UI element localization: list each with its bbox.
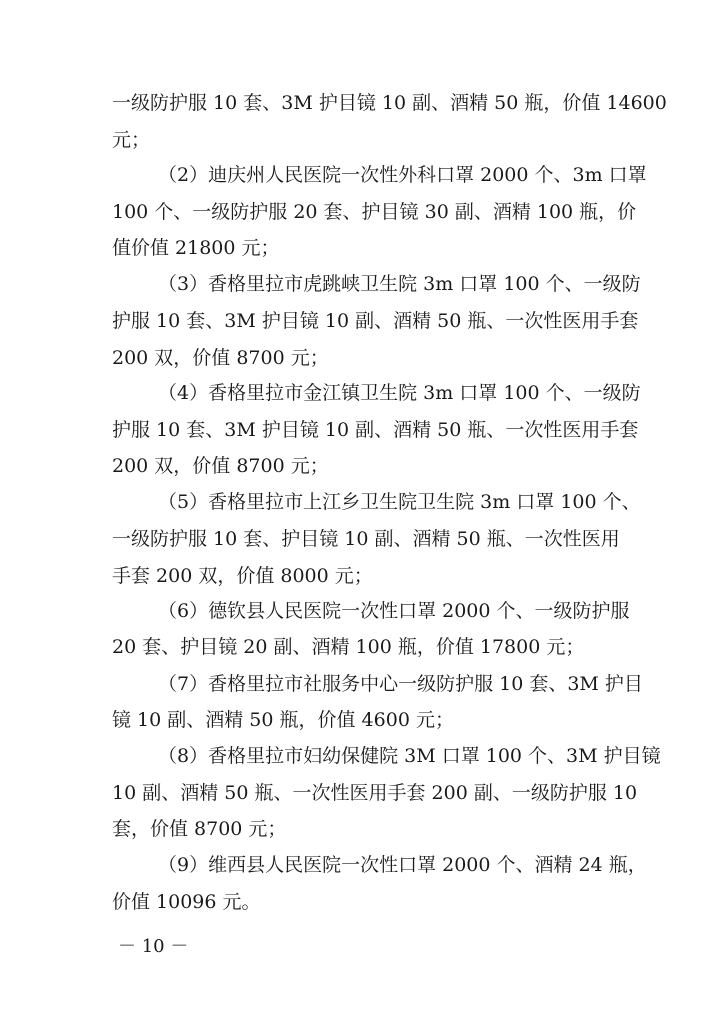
text-line: （2）迪庆州人民医院一次性外科口罩 2000 个、3m 口罩: [158, 164, 647, 186]
text-line: （3）香格里拉市虎跳峡卫生院 3m 口罩 100 个、一级防: [158, 273, 641, 295]
text-line: （8）香格里拉市妇幼保健院 3M 口罩 100 个、3M 护目镜: [158, 745, 661, 767]
text-line: 一级防护服 10 套、护目镜 10 副、酒精 50 瓶、一次性医用: [112, 528, 620, 550]
text-line: 套，价值 8700 元；: [112, 818, 287, 840]
text-line: 20 套、护目镜 20 副、酒精 100 瓶，价值 17800 元；: [112, 636, 585, 658]
text-line: 元；: [112, 129, 151, 151]
text-line: （7）香格里拉市社服务中心一级防护服 10 套、3M 护目: [158, 673, 643, 695]
text-line: 护服 10 套、3M 护目镜 10 副、酒精 50 瓶、一次性医用手套: [112, 310, 639, 332]
text-line: 100 个、一级防护服 20 套、护目镜 30 副、酒精 100 瓶，价: [112, 201, 637, 223]
text-line: 10 副、酒精 50 瓶、一次性医用手套 200 副、一级防护服 10: [112, 782, 638, 804]
text-line: （5）香格里拉市上江乡卫生院卫生院 3m 口罩 100 个、: [158, 491, 641, 513]
text-line: 镜 10 副、酒精 50 瓶，价值 4600 元；: [112, 709, 454, 731]
text-line: （6）德钦县人民医院一次性口罩 2000 个、一级防护服: [158, 600, 630, 622]
text-line: 一级防护服 10 套、3M 护目镜 10 副、酒精 50 瓶，价值 14600: [112, 92, 667, 114]
text-line: 值价值 21800 元；: [112, 237, 280, 259]
text-line: （9）维西县人民医院一次性口罩 2000 个、酒精 24 瓶，: [158, 854, 647, 876]
text-line: （4）香格里拉市金江镇卫生院 3m 口罩 100 个、一级防: [158, 382, 641, 404]
text-line: 护服 10 套、3M 护目镜 10 副、酒精 50 瓶、一次性医用手套: [112, 419, 639, 441]
page-number: － 10 －: [118, 936, 189, 957]
text-line: 200 双，价值 8700 元；: [112, 347, 329, 369]
text-line: 手套 200 双，价值 8000 元；: [112, 565, 373, 587]
text-line: 200 双，价值 8700 元；: [112, 455, 329, 477]
text-line: 价值 10096 元。: [112, 891, 261, 913]
